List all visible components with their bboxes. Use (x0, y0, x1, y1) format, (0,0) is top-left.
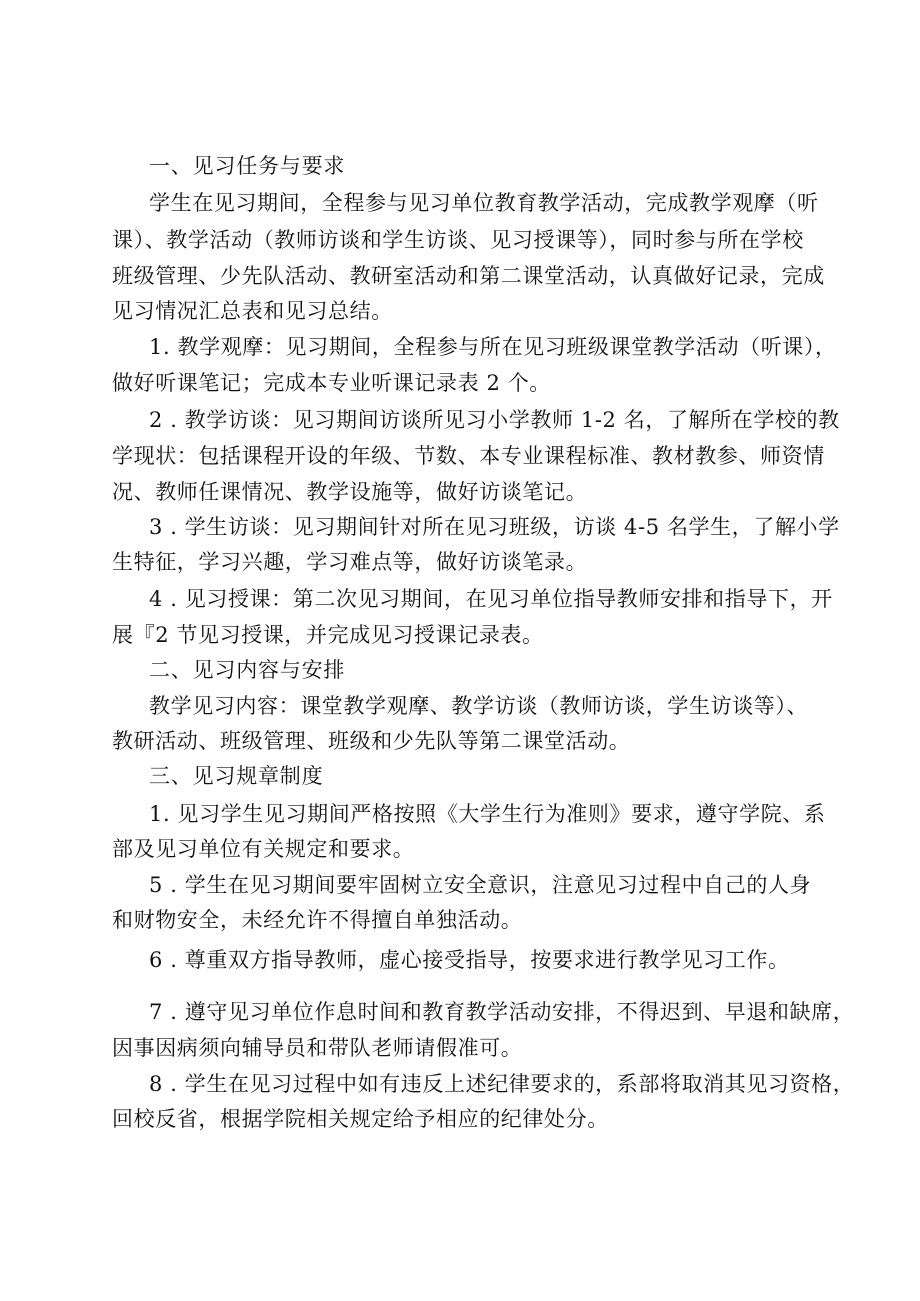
list-item-line: 2 . 教学访谈：见习期间访谈所见习小学教师 1-2 名，了解所在学校的教 (149, 408, 840, 432)
paragraph-line: 学生在见习期间，全程参与见习单位教育教学活动，完成教学观摩（听 (149, 191, 819, 215)
list-item-line: 生特征，学习兴趣，学习难点等，做好访谈笔录。 (112, 550, 588, 574)
list-item-line: 7 . 遵守见习单位作息时间和教育教学活动安排，不得迟到、早退和缺席， (149, 1000, 855, 1024)
list-item-line: 况、教师任课情况、教学设施等，做好访谈笔记。 (112, 480, 588, 504)
list-item-line: 6 . 尊重双方指导教师，虚心接受指导，按要求进行教学见习工作。 (149, 948, 790, 972)
list-item-line: 展『2 节见习授课，并完成见习授课记录表。 (112, 623, 544, 647)
section-heading-3: 三、见习规章制度 (149, 764, 324, 788)
list-item-line: 4 . 见习授课：第二次见习期间，在见习单位指导教师安排和指导下，开 (149, 587, 833, 611)
list-item-line: 做好听课笔记；完成本专业听课记录表 2 个。 (112, 371, 551, 395)
list-item-line: 8 . 学生在见习过程中如有违反上述纪律要求的，系部将取消其见习资格， (149, 1072, 855, 1096)
paragraph-line: 班级管理、少先队活动、教研室活动和第二课堂活动，认真做好记录，完成 (112, 264, 825, 288)
list-item-line: 学现状：包括课程开设的年级、节数、本专业课程标准、教材教参、师资情 (112, 444, 825, 468)
list-item-line: 1. 见习学生见习期间严格按照《大学生行为准则》要求，遵守学院、系 (149, 802, 826, 826)
paragraph-line: 见习情况汇总表和见习总结。 (112, 299, 393, 323)
list-item-line: 3 . 学生访谈：见习期间针对所在见习班级，访谈 4-5 名学生，了解小学 (149, 515, 840, 539)
list-item-line: 回校反省，根据学院相关规定给予相应的纪律处分。 (112, 1107, 609, 1131)
list-item-line: 1. 教学观摩：见习期间，全程参与所在见习班级课堂教学活动（听课）， (149, 335, 837, 359)
section-heading-2: 二、见习内容与安排 (149, 658, 346, 682)
section-heading-1: 一、见习任务与要求 (149, 154, 346, 178)
list-item-line: 5 . 学生在见习期间要牢固树立安全意识，注意见习过程中自己的人身 (149, 873, 812, 897)
paragraph-line: 教研活动、班级管理、班级和少先队等第二课堂活动。 (112, 729, 631, 753)
list-item-line: 因事因病须向辅导员和带队老师请假准可。 (112, 1036, 523, 1060)
list-item-line: 部及见习单位有关规定和要求。 (112, 837, 415, 861)
list-item-line: 和财物安全，未经允许不得擅自单独活动。 (112, 908, 523, 932)
paragraph-line: 教学见习内容：课堂教学观摩、教学访谈（教师访谈，学生访谈等）、 (149, 694, 809, 718)
paragraph-line: 课）、教学活动（教师访谈和学生访谈、见习授课等），同时参与所在学校 (112, 228, 804, 252)
